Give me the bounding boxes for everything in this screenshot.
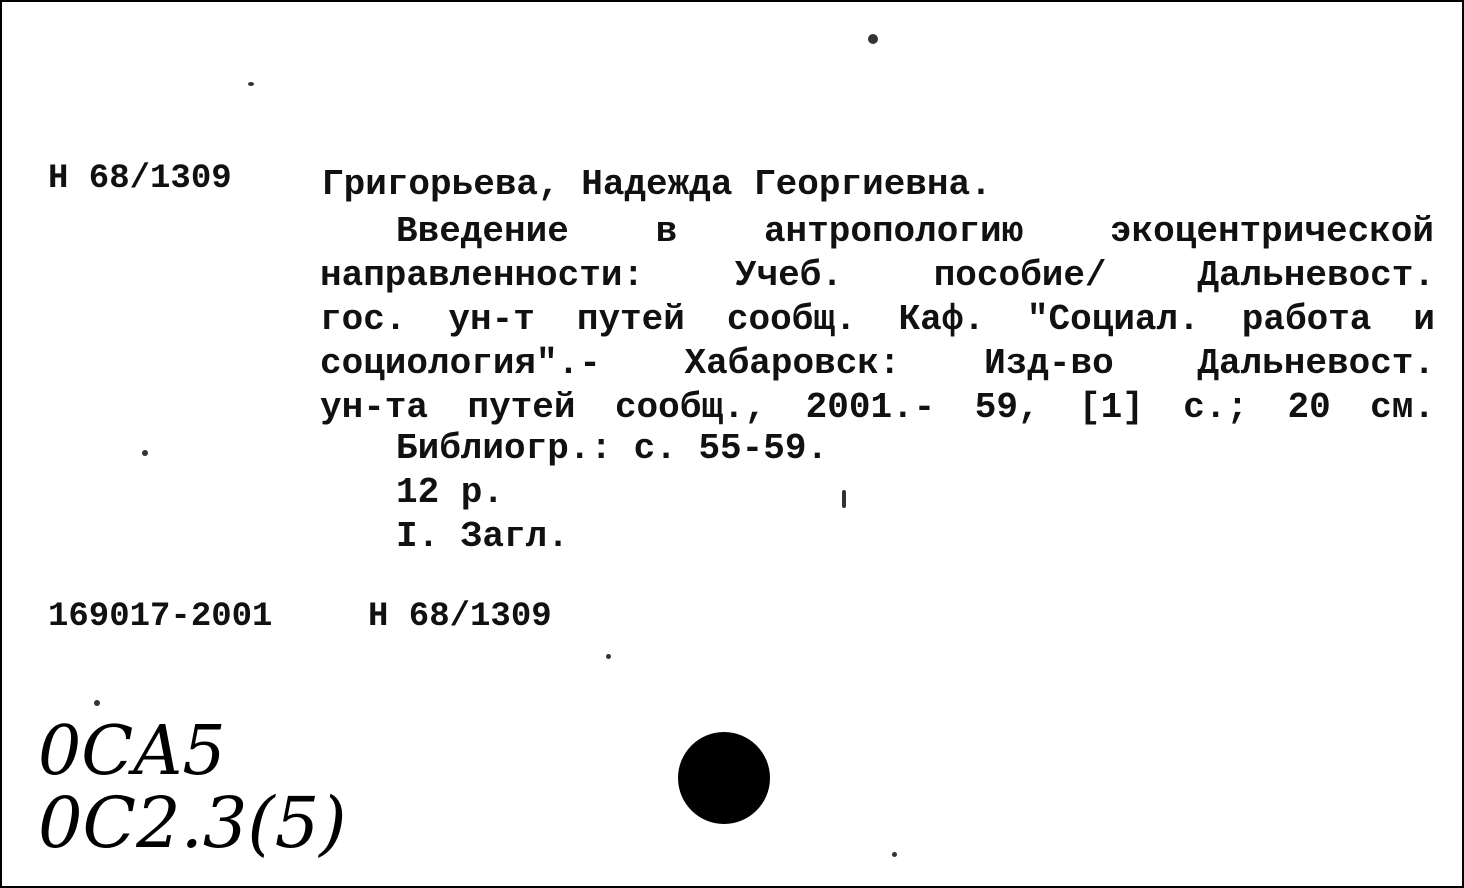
scan-speck [842,490,846,508]
title-line-2: направленности: Учеб. пособие/ Дальневост. [320,255,1435,296]
title-entry-note: I. Загл. [396,516,569,557]
author-heading: Григорьева, Надежда Георгиевна. [322,164,992,205]
scan-speck [606,654,611,659]
shelf-mark-bottom: Н 68/1309 [368,598,552,636]
title-line-4: социология".- Хабаровск: Изд-во Дальневост. [320,343,1435,384]
title-line-5: ун-та путей сообщ., 2001.- 59, [1] с.; 20 см. [320,387,1435,428]
handwritten-class-code-1: 0CA5 [38,712,226,791]
scan-speck [868,34,878,44]
scan-speck [94,700,100,706]
title-line-3: гос. ун-т путей сообщ. Каф. "Социал. работа и [320,299,1435,340]
handwritten-class-code-2: 0C2.3(5) [38,782,347,864]
bibliography-note: Библиогр.: с. 55-59. [396,428,829,469]
price-note: 12 р. [396,472,505,513]
scan-speck [142,450,148,456]
accession-number: 169017-2001 [48,598,273,636]
scan-speck [248,82,254,86]
punch-hole [678,732,770,824]
shelf-mark-top: Н 68/1309 [48,160,232,198]
title-line-1: Введение в антропологию экоцентрической [396,211,1434,252]
scan-speck [892,852,897,857]
